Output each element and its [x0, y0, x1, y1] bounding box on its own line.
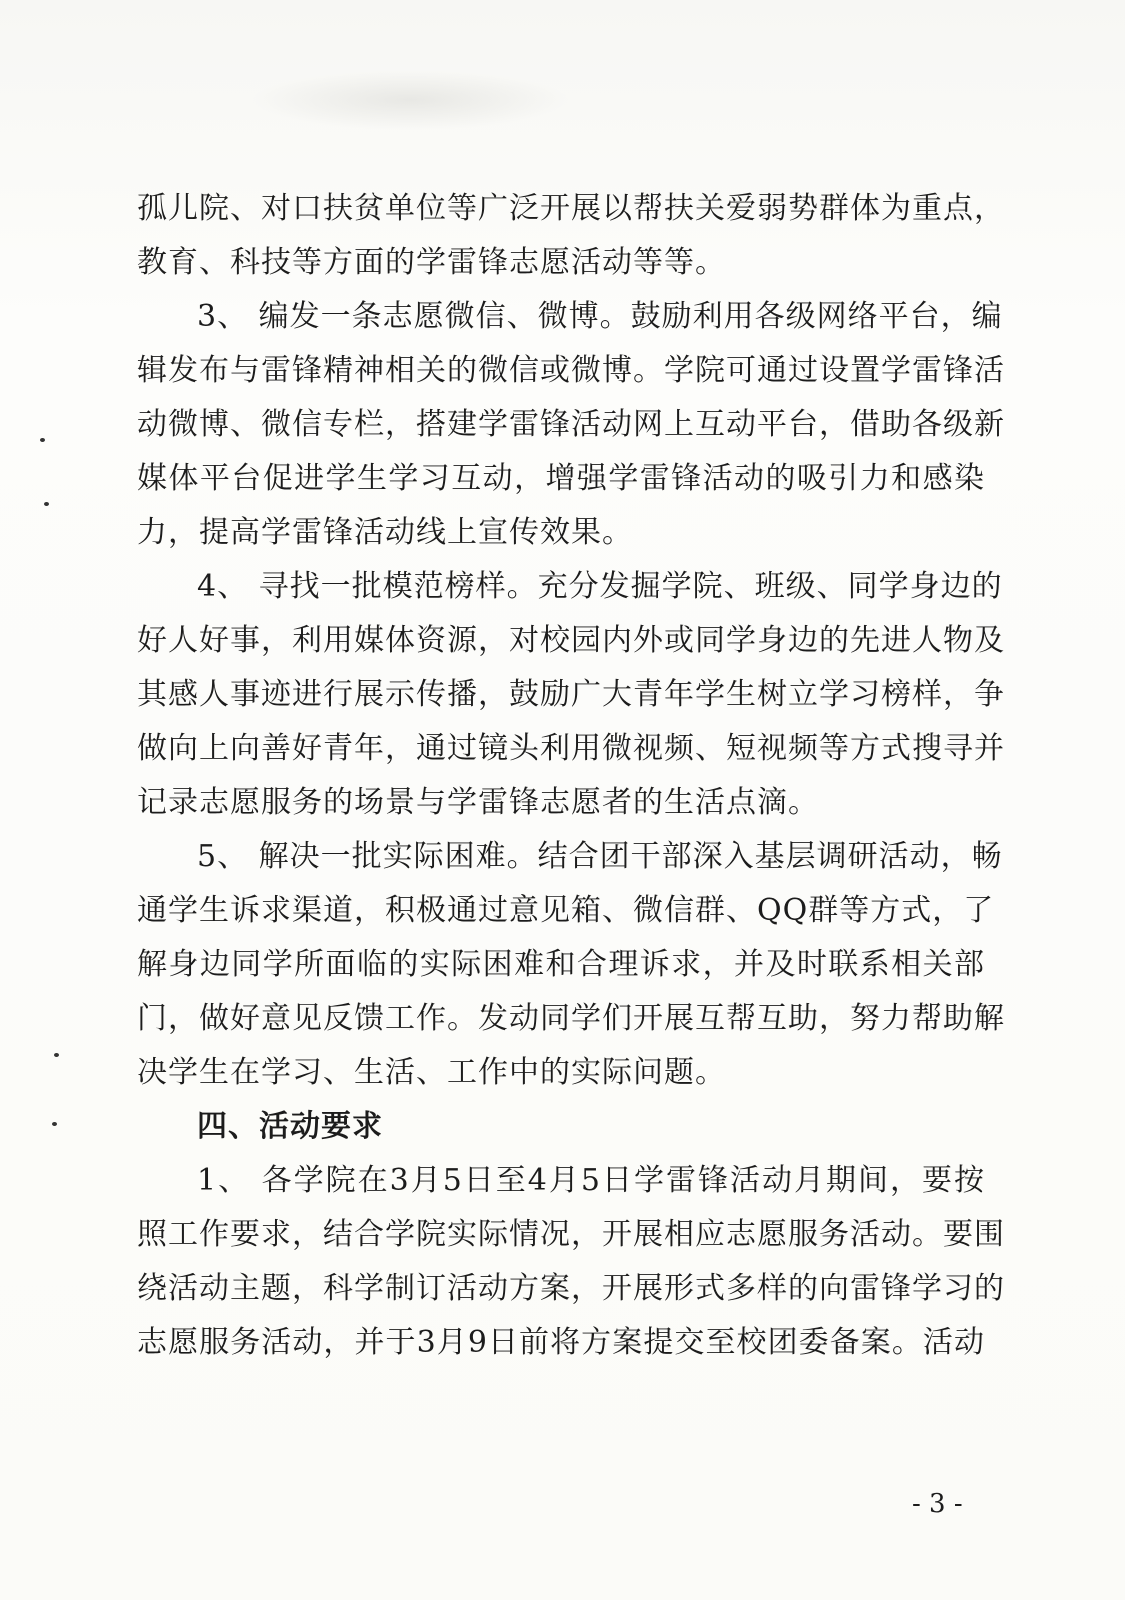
- text-line: 做向上向善好青年，通过镜头利用微视频、短视频等方式搜寻并: [137, 731, 1005, 766]
- text-line: 门，做好意见反馈工作。发动同学们开展互帮互助，努力帮助解: [137, 1001, 1005, 1036]
- text-line: 志愿服务活动，并于3月9日前将方案提交至校团委备案。活动: [137, 1325, 985, 1360]
- text-line: 1、 各学院在3月5日至4月5日学雷锋活动月期间，要按: [197, 1163, 985, 1198]
- text-line: 照工作要求，结合学院实际情况，开展相应志愿服务活动。要围: [137, 1217, 1005, 1252]
- text-line: 其感人事迹进行展示传播，鼓励广大青年学生树立学习榜样，争: [137, 677, 1005, 712]
- text-line: 解身边同学所面临的实际困难和合理诉求，并及时联系相关部: [137, 947, 985, 982]
- page-number: - 3 -: [912, 1489, 963, 1519]
- body-text: [137, 182, 1005, 1370]
- text-line: 好人好事，利用媒体资源，对校园内外或同学身边的先进人物及: [137, 623, 1005, 658]
- section-heading: 四、活动要求: [197, 1109, 383, 1144]
- scan-speck: [54, 1053, 59, 1057]
- scan-smudge: [250, 70, 570, 130]
- text-line: 媒体平台促进学生学习互动，增强学雷锋活动的吸引力和感染: [137, 461, 985, 496]
- text-line: 力，提高学雷锋活动线上宣传效果。: [137, 515, 633, 550]
- text-line: 孤儿院、对口扶贫单位等广泛开展以帮扶关爱弱势群体为重点，: [137, 191, 1005, 226]
- text-line: 绕活动主题，科学制订活动方案，开展形式多样的向雷锋学习的: [137, 1271, 1005, 1306]
- text-line: 4、 寻找一批模范榜样。充分发掘学院、班级、同学身边的: [197, 569, 1003, 604]
- text-line: 动微博、微信专栏，搭建学雷锋活动网上互动平台，借助各级新: [137, 407, 1005, 442]
- text-line: 决学生在学习、生活、工作中的实际问题。: [137, 1055, 726, 1090]
- text-line: 辑发布与雷锋精神相关的微信或微博。学院可通过设置学雷锋活: [137, 353, 1005, 388]
- text-line: 3、 编发一条志愿微信、微博。鼓励利用各级网络平台，编: [197, 299, 1003, 334]
- text-line: 通学生诉求渠道，积极通过意见箱、微信群、QQ群等方式，了: [137, 893, 995, 928]
- text-line: 5、 解决一批实际困难。结合团干部深入基层调研活动，畅: [197, 839, 1003, 874]
- scan-speck: [40, 438, 45, 442]
- text-line: 记录志愿服务的场景与学雷锋志愿者的生活点滴。: [137, 785, 819, 820]
- scan-speck: [44, 502, 49, 506]
- text-line: 教育、科技等方面的学雷锋志愿活动等等。: [137, 245, 726, 280]
- scan-speck: [52, 1122, 57, 1126]
